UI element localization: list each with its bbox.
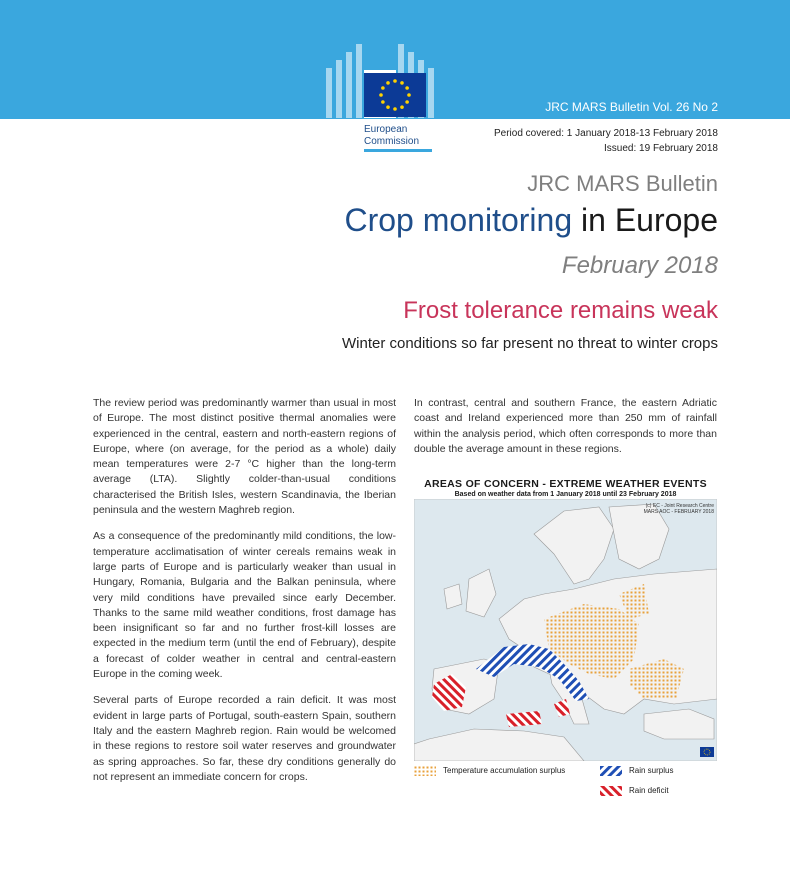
eu-star-icon [386, 105, 390, 109]
bulletin-volume: JRC MARS Bulletin Vol. 26 No 2 [545, 100, 718, 114]
left-paragraph-3: Several parts of Europe recorded a rain deficit. It was most evident in large parts of Portugal, south-eastern Spain, southern Italy and the eastern Maghreb region. Rain would be welcomed in these regions to restore soil water reserves and groundwater as spring approaches. So far, these dry conditions generally do not represent an immediate concern for crops. [93, 694, 396, 783]
legend-temperature [414, 766, 565, 776]
headline: Frost tolerance remains weak [403, 297, 718, 324]
series-title: JRC MARS Bulletin [527, 171, 718, 196]
map-credit-line-1: (c) EC - Joint Research Centre [645, 503, 714, 509]
map-title: AREAS OF CONCERN - EXTREME WEATHER EVENTS [424, 478, 707, 490]
right-paragraph-1: In contrast, central and southern France, the eastern Adriatic coast and Ireland experienced more than 250 mm of rainfall within the analysis period, which often corresponds to more than double the average amount in these regions. [414, 397, 717, 455]
left-column [93, 396, 396, 796]
temperature-swatch-icon [414, 766, 436, 776]
eu-star-icon [400, 81, 404, 85]
eu-star-icon [379, 93, 383, 97]
commission-line-2: Commission [364, 136, 420, 147]
page-title [344, 202, 718, 239]
map-credit [640, 503, 714, 515]
issue-month: February 2018 [561, 252, 718, 279]
map-subtitle: Based on weather data from 1 January 2018 until 23 February 2018 [454, 491, 677, 498]
legend-rain-deficit [600, 786, 669, 796]
eu-star-icon [405, 86, 409, 90]
legend-rain-deficit-label: Rain deficit [629, 786, 669, 796]
period-covered: Period covered: 1 January 2018-13 February 2018 [493, 128, 718, 139]
eu-flag-small-icon [700, 747, 714, 757]
subheadline: Winter conditions so far present no threat to winter crops [341, 335, 718, 352]
legend-rain-surplus-label: Rain surplus [629, 766, 674, 776]
europe-weather-map [414, 499, 717, 761]
eu-star-icon [405, 100, 409, 104]
issued-date: Issued: 19 February 2018 [604, 143, 718, 154]
legend-rain-surplus [600, 766, 673, 776]
eu-flag-icon [326, 38, 434, 120]
map-credit-line-2: MARS AOC - FEBRUARY 2018 [643, 509, 714, 515]
eu-star-icon [407, 93, 411, 97]
rain-surplus-swatch-icon [600, 766, 622, 776]
eu-star-icon [400, 105, 404, 109]
eu-star-icon [381, 86, 385, 90]
eu-star-icon [393, 107, 397, 111]
commission-line-1: European [364, 124, 408, 135]
eu-star-icon [393, 79, 397, 83]
rain-deficit-swatch-icon [600, 786, 622, 796]
page-title-highlight: Crop monitoring [344, 202, 573, 238]
eu-star-icon [381, 100, 385, 104]
period-info [494, 126, 718, 156]
page-title-rest: in Europe [572, 202, 718, 238]
right-column [414, 396, 717, 468]
commission-underline [364, 149, 432, 152]
legend-temperature-label: Temperature accumulation surplus [443, 766, 566, 776]
commission-wordmark [364, 124, 419, 148]
eu-star-icon [386, 81, 390, 85]
left-paragraph-1: The review period was predominantly warmer than usual in most of Europe. The most distinct positive thermal anomalies were experienced in the central, eastern and north-eastern regions of Europe, where (on average, for the period as a whole) daily mean temperatures were 2-7 °C higher than the long-term average (LTA). Slightly colder-than-usual conditions characterised the British Isles, western Scandinavia, the Iberian peninsula and the western Maghreb region. [93, 397, 396, 517]
left-paragraph-2: As a consequence of the predominantly mild conditions, the low-temperature acclimatisation of winter cereals remains weak in large parts of Europe and is particularly weaker than usual in Hungary, Romania, Bulgaria and the Balkan peninsula, where very mild conditions have prevailed since early December. Thanks to the same mild weather conditions, frost damage has been insignificant so far and no further frost-kill losses are expected in the medium term (until the end of February), despite a forecast of colder weather in central and central-eastern Europe in the coming week. [93, 530, 396, 681]
